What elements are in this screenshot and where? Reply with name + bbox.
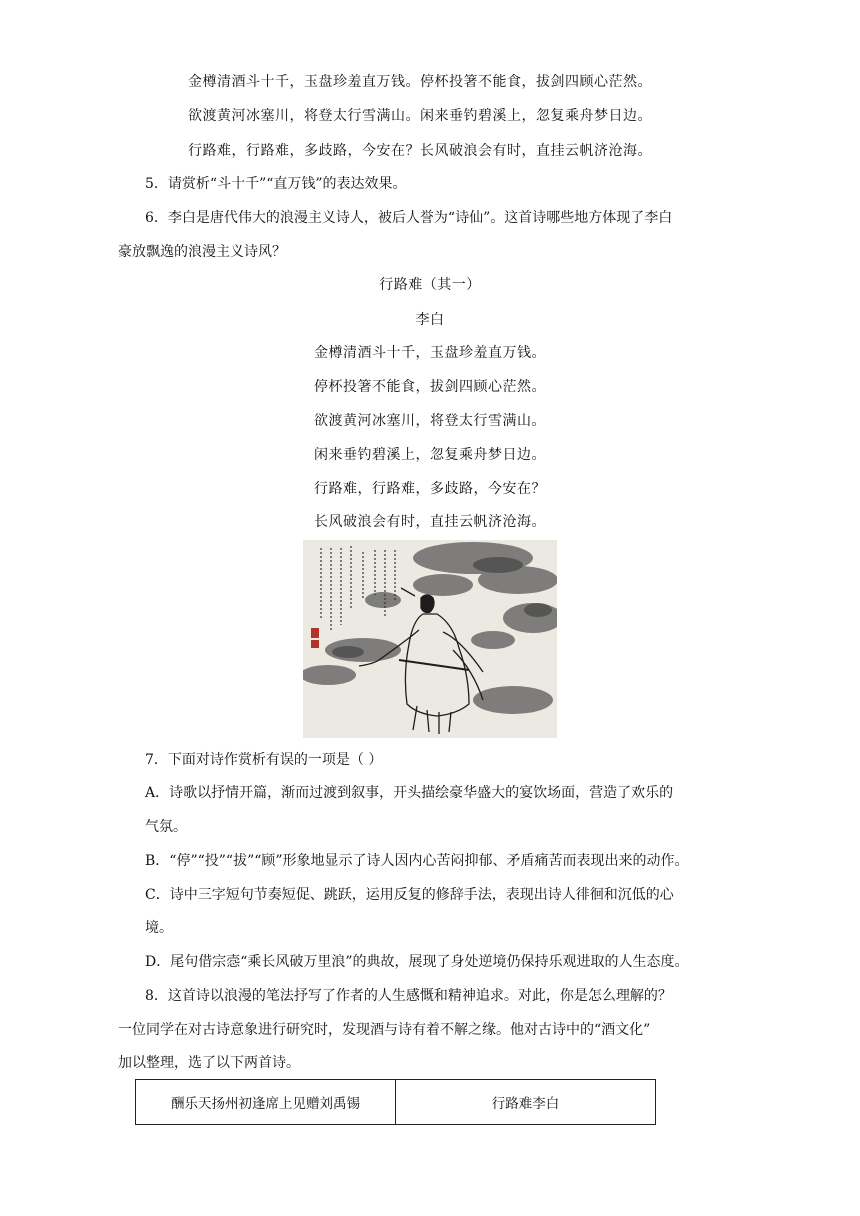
poem-line-5: 行路难，行路难，多歧路，今安在？ [314, 481, 546, 497]
question-7: 7．下面对诗作赏析有误的一项是（ ） [145, 752, 383, 768]
question-8: 8．这首诗以浪漫的笔法抒写了作者的人生感慨和精神追求。对此，你是怎么理解的？ [145, 988, 672, 1004]
poem-line-1: 金樽清酒斗十千，玉盘珍羞直万钱。 [314, 345, 546, 361]
top-poem-line-1: 金樽清酒斗十千，玉盘珍羞直万钱。停杯投箸不能食，拔剑四顾心茫然。 [188, 74, 652, 90]
poem-line-4: 闲来垂钓碧溪上，忽复乘舟梦日边。 [314, 447, 546, 463]
option-c-line-1: C．诗中三字短句节奏短促、跳跃，运用反复的修辞手法，表现出诗人徘徊和沉低的心 [145, 887, 674, 903]
top-poem-line-2: 欲渡黄河冰塞川，将登太行雪满山。闲来垂钓碧溪上，忽复乘舟梦日边。 [188, 108, 652, 124]
option-c-line-2: 境。 [145, 920, 173, 936]
table-cell-poem-1: 酬乐天扬州初逢席上见赠刘禹锡 [136, 1080, 396, 1125]
question-6-line-2: 豪放飘逸的浪漫主义诗风？ [118, 244, 286, 260]
poem-author: 李白 [415, 312, 445, 328]
question-5: 5．请赏析“斗十千”“直万钱”的表达效果。 [145, 176, 407, 192]
poem-comparison-table [135, 1079, 656, 1125]
question-6-line-1: 6．李白是唐代伟大的浪漫主义诗人，被后人誉为“诗仙”。这首诗哪些地方体现了李白 [145, 210, 673, 226]
poem-line-2: 停杯投箸不能食，拔剑四顾心茫然。 [314, 379, 546, 395]
top-poem-line-3: 行路难，行路难，多歧路，今安在？长风破浪会有时，直挂云帆济沧海。 [188, 143, 652, 159]
table-row [136, 1080, 656, 1125]
option-d: D．尾句借宗悫“乘长风破万里浪”的典故，展现了身处逆境仍保持乐观进取的人生态度。 [145, 954, 689, 970]
intro-line-1: 一位同学在对古诗意象进行研究时，发现酒与诗有着不解之缘。他对古诗中的“酒文化” [118, 1022, 651, 1038]
option-b: B．“停”“投”“拔”“顾”形象地显示了诗人因内心苦闷抑郁、矛盾痛苦而表现出来的动作。 [145, 853, 689, 869]
option-a-line-1: A．诗歌以抒情开篇，渐而过渡到叙事，开头描绘豪华盛大的宴饮场面，营造了欢乐的 [145, 785, 674, 801]
poem-line-6: 长风破浪会有时，直挂云帆济沧海。 [314, 514, 546, 530]
table-cell-poem-2: 行路难李白 [396, 1080, 656, 1125]
intro-line-2: 加以整理，选了以下两首诗。 [118, 1055, 300, 1071]
poem-title: 行路难（其一） [379, 277, 481, 293]
poem-line-3: 欲渡黄河冰塞川，将登太行雪满山。 [314, 413, 546, 429]
li-bai-ink-painting [303, 540, 557, 738]
option-a-line-2: 气氛。 [145, 819, 187, 835]
